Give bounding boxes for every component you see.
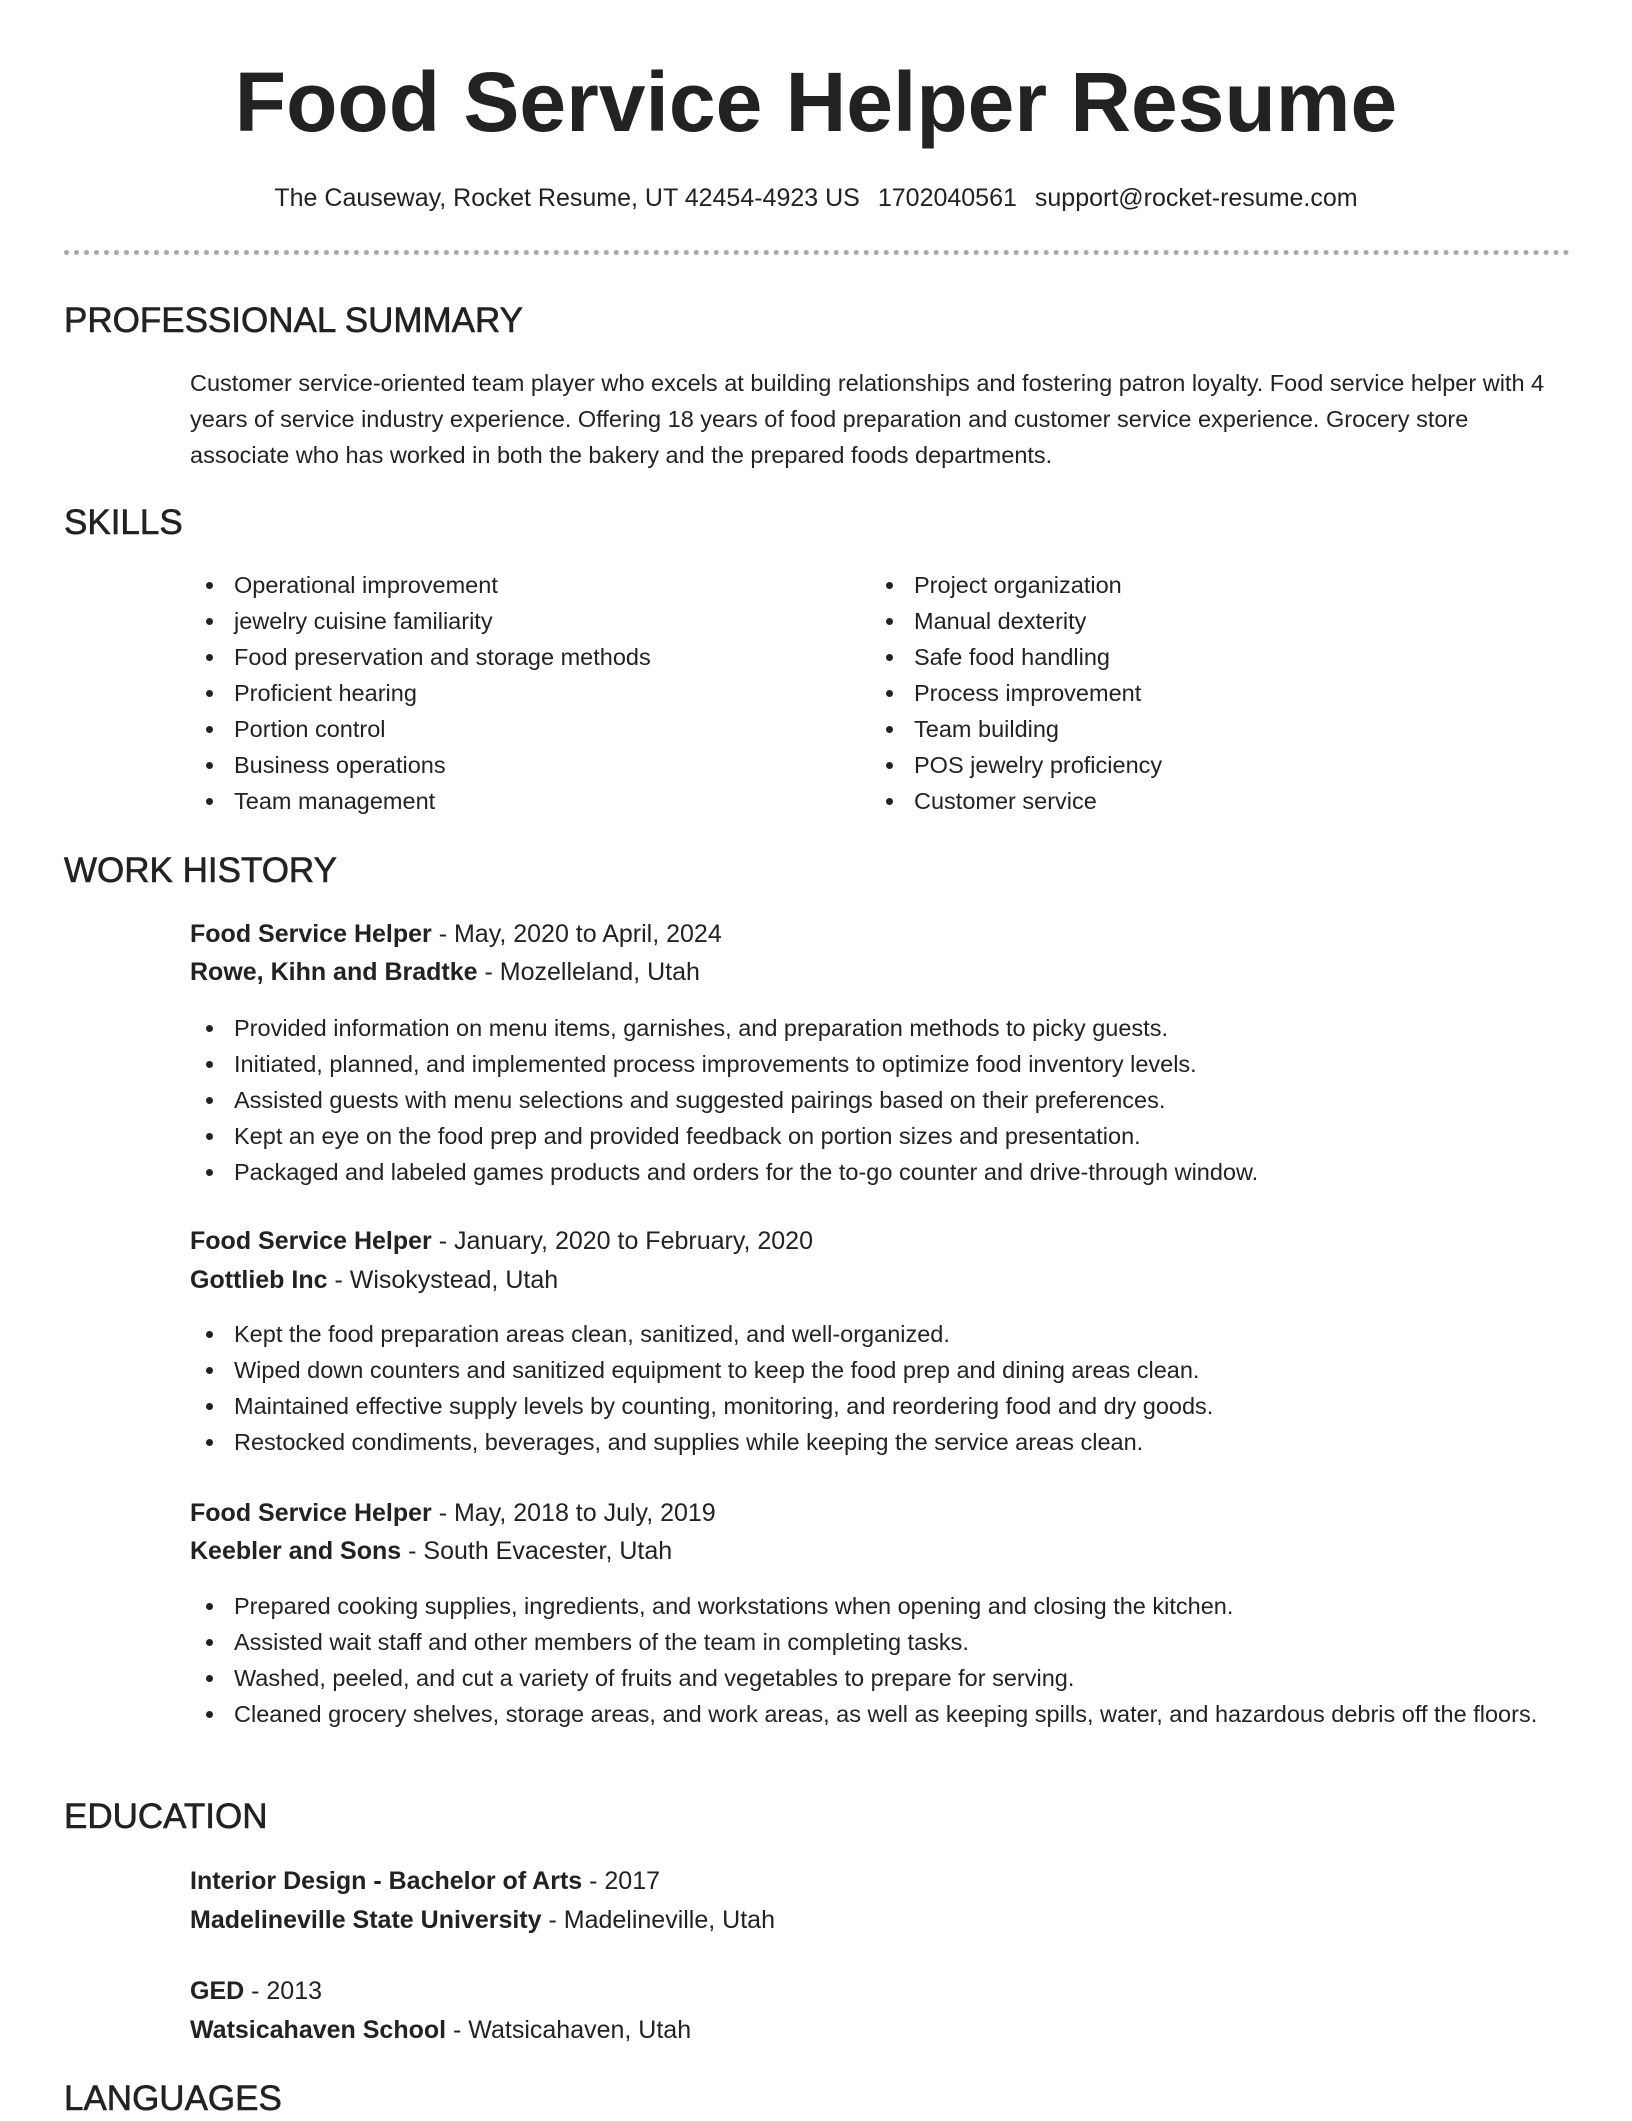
job-bullet: Maintained effective supply levels by counting, monitoring, and reordering food and dry goods. [190,1388,1570,1424]
job-dates: - May, 2018 to July, 2019 [431,1499,716,1527]
job-bullet: Kept the food preparation areas clean, sanitized, and well-organized. [190,1316,1570,1352]
job-title-line [190,915,722,953]
education-heading: EDUCATION [64,1797,268,1836]
job-title: Food Service Helper [190,1227,432,1255]
job-bullets [190,1010,1570,1190]
skill-item: Operational improvement [190,567,830,603]
education-year: - 2013 [244,1977,323,2005]
education-degree: Interior Design - Bachelor of Arts [190,1867,583,1895]
job-bullet: Initiated, planned, and implemented process improvements to optimize food inventory levels. [190,1046,1570,1082]
skills-list-left [190,567,830,819]
skill-item: Food preservation and storage methods [190,639,830,675]
skill-item: Manual dexterity [870,603,1510,639]
job-title-line [190,1222,813,1260]
contact-phone: 1702040561 [877,184,1017,212]
job-bullet: Provided information on menu items, garnishes, and preparation methods to picky guests. [190,1010,1570,1046]
job-bullet: Packaged and labeled games products and orders for the to-go counter and drive-through window. [190,1154,1570,1190]
job-bullets [190,1316,1570,1460]
education-school: Madelineville State University [190,1906,542,1934]
job-company: Rowe, Kihn and Bradtke [190,958,478,986]
skill-item: Proficient hearing [190,675,830,711]
job-bullet: Wiped down counters and sanitized equipment to keep the food prep and dining areas clean. [190,1352,1570,1388]
job-bullet: Washed, peeled, and cut a variety of fruits and vegetables to prepare for serving. [190,1660,1570,1696]
skill-item: Team building [870,711,1510,747]
skill-item: Safe food handling [870,639,1510,675]
education-degree-line [190,1972,322,2010]
job-bullet: Assisted guests with menu selections and suggested pairings based on their preferences. [190,1082,1570,1118]
education-school: Watsicahaven School [190,2016,447,2044]
job-location: - Wisokystead, Utah [327,1266,559,1294]
job-title-line [190,1494,716,1532]
skills-list-right [870,567,1510,819]
education-year: - 2017 [582,1867,661,1895]
skill-item: Project organization [870,567,1510,603]
header-divider [64,250,1570,255]
contact-line [0,180,1632,216]
education-location: - Watsicahaven, Utah [446,2016,692,2044]
contact-address: The Causeway, Rocket Resume, UT 42454-4923 US [274,184,860,212]
job-bullet: Assisted wait staff and other members of the team in completing tasks. [190,1624,1570,1660]
job-title: Food Service Helper [190,1499,432,1527]
page-title: Food Service Helper Resume [234,55,1398,149]
skill-item: jewelry cuisine familiarity [190,603,830,639]
skill-item: Business operations [190,747,830,783]
languages-heading: LANGUAGES [64,2079,282,2118]
contact-email: support@rocket-resume.com [1034,184,1358,212]
skill-item: Process improvement [870,675,1510,711]
job-bullet: Kept an eye on the food prep and provided feedback on portion sizes and presentation. [190,1118,1570,1154]
education-location: - Madelineville, Utah [541,1906,775,1934]
skill-item: Portion control [190,711,830,747]
job-dates: - January, 2020 to February, 2020 [431,1227,813,1255]
job-bullet: Prepared cooking supplies, ingredients, and workstations when opening and closing the kitchen. [190,1588,1570,1624]
job-location: - South Evacester, Utah [401,1537,673,1565]
job-title: Food Service Helper [190,920,432,948]
job-bullet: Restocked condiments, beverages, and supplies while keeping the service areas clean. [190,1424,1570,1460]
summary-heading: PROFESSIONAL SUMMARY [64,301,523,340]
job-company-line [190,1532,672,1570]
job-company-line [190,1261,558,1299]
work-heading: WORK HISTORY [64,851,337,890]
job-bullets [190,1588,1570,1732]
job-dates: - May, 2020 to April, 2024 [431,920,722,948]
job-bullet: Cleaned grocery shelves, storage areas, and work areas, as well as keeping spills, water, and hazardous debris off the floors. [190,1696,1570,1732]
skill-item: Team management [190,783,830,819]
skill-item: Customer service [870,783,1510,819]
job-company-line [190,953,700,991]
education-school-line [190,1901,775,1939]
job-company: Keebler and Sons [190,1537,402,1565]
skill-item: POS jewelry proficiency [870,747,1510,783]
job-location: - Mozelleland, Utah [477,958,700,986]
job-company: Gottlieb Inc [190,1266,328,1294]
education-degree-line [190,1862,660,1900]
education-school-line [190,2011,691,2049]
skills-heading: SKILLS [64,503,183,542]
summary-text: Customer service-oriented team player who excels at building relationships and fostering patron loyalty. Food service helper with 4 years of service industry experience. Offering 18 years of food preparation and customer service experience. Grocery store associate who has worked in both the bakery and the prepared foods departments. [190,370,1545,468]
education-degree: GED [190,1977,245,2005]
